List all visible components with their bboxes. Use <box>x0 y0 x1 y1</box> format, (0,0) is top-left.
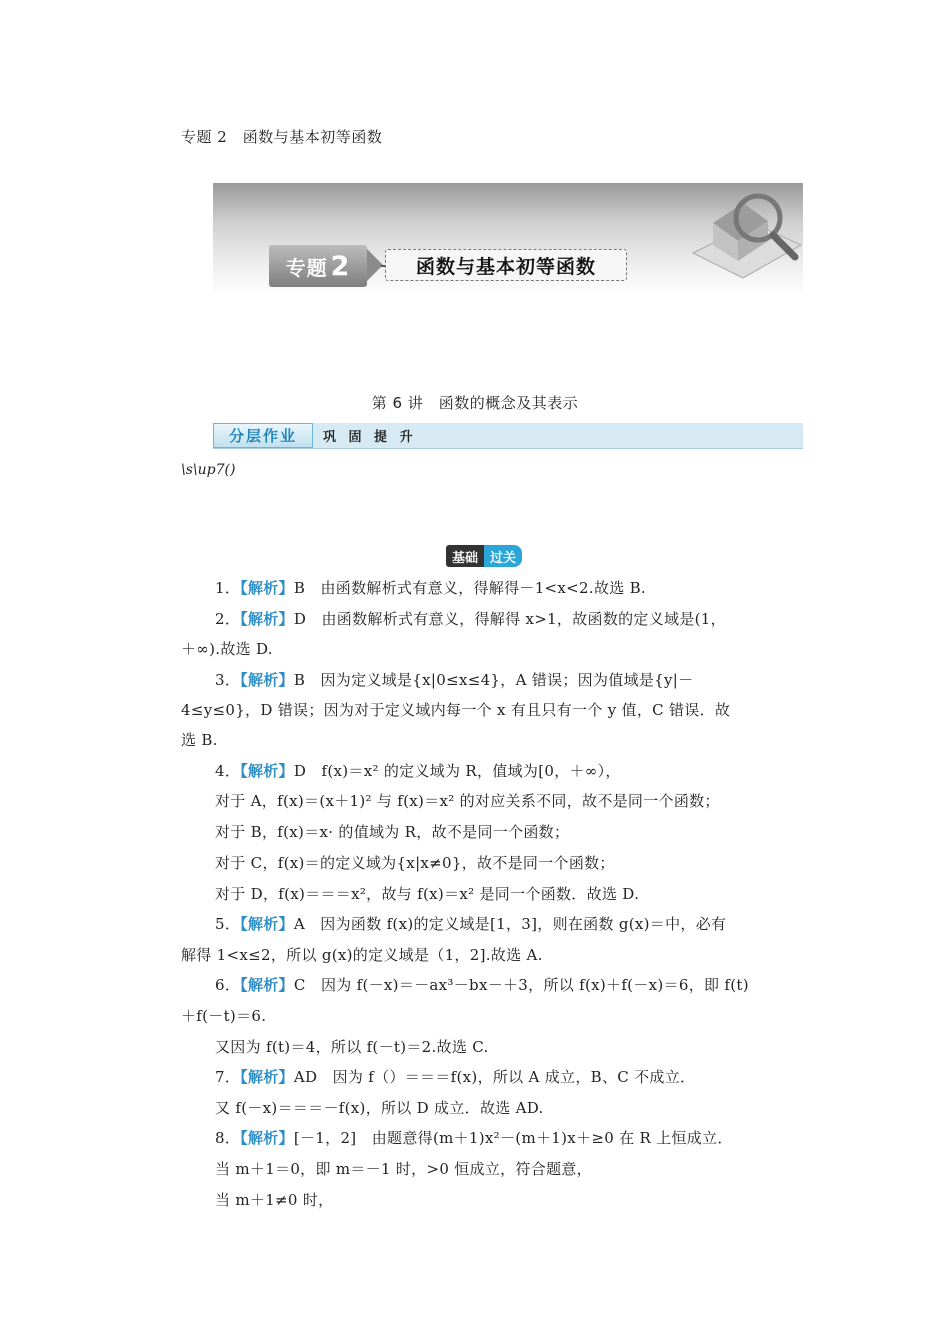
item-continuation: 解得 1<x≤2，所以 g(x)的定义域是（1，2].故选 A. <box>181 946 543 964</box>
item-answer: C <box>293 976 306 994</box>
badge-part2: 过关 <box>484 545 522 567</box>
answer-item-3 <box>181 665 771 695</box>
analysis-tag: 【解析】 <box>240 976 294 994</box>
answer-item-2 <box>181 604 771 634</box>
analysis-tag: 【解析】 <box>240 579 294 597</box>
lecture-title: 第 6 讲 函数的概念及其表示 <box>371 394 579 412</box>
item-number: 4． <box>215 762 241 780</box>
section-bar <box>213 423 803 449</box>
analysis-tag: 【解析】 <box>240 762 294 780</box>
analysis-tag: 【解析】 <box>240 1068 294 1086</box>
topic-tag-text: 专题 <box>285 255 328 280</box>
item-answer: B <box>293 671 306 689</box>
item-number: 1． <box>215 579 241 597</box>
item-subline: 对于 B，f(x)＝x· 的值域为 R，故不是同一个函数； <box>215 823 570 841</box>
topic-tag-number: 2 <box>330 250 351 282</box>
section-label: 分层作业 <box>213 423 313 448</box>
answer-item-4 <box>181 756 771 786</box>
item-answer: D <box>293 610 307 628</box>
badge-part1: 基础 <box>446 545 484 567</box>
running-header: 专题 2 函数与基本初等函数 <box>181 128 383 146</box>
item-subline: 又因为 f(t)＝4，所以 f(－t)＝2.故选 C. <box>215 1038 489 1056</box>
house-magnifier-illustration <box>633 183 803 295</box>
answer-item-8 <box>181 1123 771 1153</box>
topic-title: 函数与基本初等函数 <box>385 249 627 281</box>
item-text: 因为 f（）＝＝＝f(x)，所以 A 成立，B、C 不成立． <box>317 1068 696 1086</box>
item-number: 6． <box>215 976 241 994</box>
answer-item-7 <box>181 1062 771 1092</box>
item-continuation: 选 B. <box>181 731 218 749</box>
item-subline: 对于 A，f(x)＝(x＋1)² 与 f(x)＝x² 的对应关系不同，故不是同一个函数； <box>215 792 720 810</box>
topic-banner <box>213 183 803 295</box>
item-text: 由函数解析式有意义，得解得－1<x<2.故选 B. <box>305 579 646 597</box>
analysis-tag: 【解析】 <box>240 671 294 689</box>
item-answer: B <box>293 579 306 597</box>
item-subline: 对于 D，f(x)＝＝＝x²，故与 f(x)＝x² 是同一个函数．故选 D. <box>215 885 640 903</box>
item-continuation: ＋f(－t)＝6. <box>181 1007 267 1025</box>
answer-item-1 <box>181 573 771 603</box>
item-subline: 当 m＋1≠0 时， <box>215 1191 334 1209</box>
topic-number-tag <box>269 245 367 287</box>
item-subline: 对于 C，f(x)＝的定义域为{x|x≠0}，故不是同一个函数； <box>215 854 615 872</box>
item-text: 由题意得(m＋1)x²－(m＋1)x＋≥0 在 R 上恒成立． <box>356 1129 733 1147</box>
item-number: 2． <box>215 610 241 628</box>
answer-item-6 <box>181 970 771 1000</box>
item-number: 3． <box>215 671 241 689</box>
item-answer: D <box>293 762 307 780</box>
item-continuation: 4≤y≤0}，D 错误；因为对于定义域内每一个 x 有且只有一个 y 值，C 错误．故 <box>181 701 731 719</box>
item-text: 因为定义域是{x|0≤x≤4}，A 错误；因为值域是{y|－ <box>305 671 694 689</box>
analysis-tag: 【解析】 <box>240 1129 294 1147</box>
item-number: 7． <box>215 1068 241 1086</box>
item-subline: 又 f(－x)＝＝＝－f(x)，所以 D 成立．故选 AD. <box>215 1099 544 1117</box>
item-continuation: ＋∞).故选 D. <box>181 640 273 658</box>
section-sublabel: 巩 固 提 升 <box>323 430 417 445</box>
item-number: 8． <box>215 1129 241 1147</box>
item-number: 5． <box>215 915 241 933</box>
item-text: 因为函数 f(x)的定义域是[1，3]，则在函数 g(x)＝中，必有 <box>305 915 727 933</box>
item-answer: AD <box>293 1068 318 1086</box>
item-subline: 当 m＋1＝0，即 m＝－1 时，>0 恒成立，符合题意， <box>215 1160 592 1178</box>
answer-item-5 <box>181 909 771 939</box>
field-code-text: \s\up7() <box>181 462 236 478</box>
analysis-tag: 【解析】 <box>240 610 294 628</box>
item-text: 由函数解析式有意义，得解得 x>1，故函数的定义域是(1， <box>306 610 726 628</box>
item-text: f(x)＝x² 的定义域为 R，值域为[0，＋∞）， <box>306 762 621 780</box>
item-text: 因为 f(－x)＝－ax³－bx－＋3，所以 f(x)＋f(－x)＝6，即 f(t) <box>305 976 749 994</box>
level-badge <box>446 545 522 567</box>
item-answer: A <box>293 915 305 933</box>
item-answer: [－1，2] <box>293 1129 357 1147</box>
analysis-tag: 【解析】 <box>240 915 294 933</box>
